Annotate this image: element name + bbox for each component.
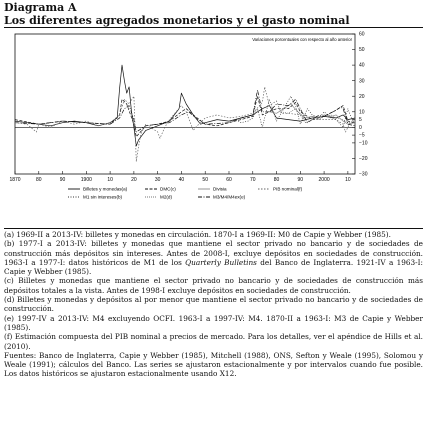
y-tick-label-3: −5 [359, 132, 365, 139]
series-group [15, 65, 355, 162]
y-tick-label-4: 0 [359, 124, 362, 131]
note-d: (d) Billetes y monedas y depósitos al por menor que mantiene el sector privado no bancario y de sociedades de construcción. [4, 295, 423, 314]
legend-label-0: Billetes y monedas(a) [83, 186, 128, 192]
y-tick-label-8: 30 [359, 78, 365, 85]
legend [68, 187, 303, 200]
chart-subtitle: Variaciones porcentuales con respecto al año anterior [252, 37, 352, 42]
series-line-5 [15, 90, 355, 132]
note-e: (e) 1997-IV a 2013-IV: M4 excluyendo OCFI. 1963-I a 1997-IV: M4. 1870-II a 1963-I: M3 de Capie y Webber (1985). [4, 313, 423, 332]
note-b [4, 239, 423, 276]
x-tick-label-11: 80 [273, 177, 280, 183]
y-tick-label-0: −30 [359, 171, 368, 178]
x-tick-label-10: 70 [249, 177, 256, 183]
y-tick-label-7: 20 [359, 93, 365, 100]
y-axis [352, 32, 368, 178]
note-f: (f) Estimación compuesta del PIB nominal a precios de mercado. Para los detalles, ver el apéndice de Hills et al. (2010). [4, 332, 423, 351]
x-tick-label-13: 2000 [318, 177, 330, 183]
series-line-0 [15, 65, 355, 146]
x-tick-label-14: 10 [345, 177, 351, 183]
series-line-6 [15, 87, 355, 162]
legend-label-2: DMC(c) [160, 186, 176, 192]
x-tick-label-4: 10 [107, 177, 113, 183]
legend-label-4: Divisia [213, 186, 227, 192]
legend-label-6: PIB nominal(f) [273, 186, 303, 192]
note-b-text-1: (b) 1977-I a 2013-IV: billetes y monedas que mantiene el sector privado no bancario y de sociedades de construcción más depósitos sin intereses. Antes de 2008-I, excluye depósitos en sociedades de construcción. 1963-I a 1977-I: datos históricos de M1 de los [4, 239, 423, 267]
monetary-aggregates-chart [0, 28, 427, 228]
note-b-text-2: del Banco de Inglaterra. 1921-IV a 1963-I: Capie y Webber (1985). [4, 257, 423, 277]
chart-rule [4, 228, 423, 229]
y-tick-label-10: 50 [359, 47, 365, 54]
y-tick-label-6: 10 [359, 109, 365, 116]
x-tick-label-5: 20 [131, 177, 137, 183]
y-tick-label-2: −10 [359, 140, 368, 147]
y-tick-label-11: 60 [359, 31, 365, 38]
figure-header [4, 2, 423, 27]
x-axis [9, 171, 350, 183]
x-tick-label-3: 1900 [80, 177, 92, 183]
series-line-4 [269, 104, 355, 124]
figure-label: Diagrama A [4, 1, 77, 14]
x-tick-label-6: 30 [154, 177, 161, 183]
x-tick-label-9: 60 [226, 177, 232, 183]
figure-title: Los diferentes agregados monetarios y el gasto nominal [4, 14, 350, 27]
plot-frame [15, 34, 355, 174]
legend-label-3: M2(d) [160, 194, 172, 200]
note-a: (a) 1969-II a 2013-IV: billetes y monedas en circulación. 1870-I a 1969-II: M0 de Capie y Webber (1985). [4, 230, 391, 239]
note-sources: Fuentes: Banco de Inglaterra, Capie y Webber (1985), Mitchell (1988), ONS, Sefton y Weale (1995), Solomou y Weale (1991); cálculos del Banco. Las series se ajustaron estacionalmente y por intervalos cuando fue posible. Los datos históricos se ajustaron estacionalmente usando X12. [4, 350, 423, 379]
legend-label-5: M3/M4/M4ex(e) [213, 194, 246, 200]
note-c: (c) Billetes y monedas que mantiene el sector privado no bancario y de sociedades de construcción más depósitos totales a la vista. Antes de 1998-I excluye depósitos en sociedades de construcción. [4, 276, 423, 295]
x-tick-label-1: 80 [35, 177, 42, 183]
note-b-publication: Quarterly Bulletins [185, 257, 257, 267]
x-tick-label-7: 40 [178, 177, 185, 183]
y-tick-label-5: 5 [359, 117, 362, 124]
x-tick-label-0: 1870 [9, 177, 21, 183]
footnotes [4, 230, 423, 379]
x-tick-label-8: 50 [202, 177, 208, 183]
y-tick-label-1: −20 [359, 156, 368, 163]
x-tick-label-12: 90 [297, 177, 304, 183]
y-tick-label-9: 40 [359, 62, 365, 69]
x-tick-label-2: 90 [59, 177, 66, 183]
series-line-2 [15, 96, 355, 137]
legend-label-1: M1 sin intereses(b) [83, 194, 123, 200]
